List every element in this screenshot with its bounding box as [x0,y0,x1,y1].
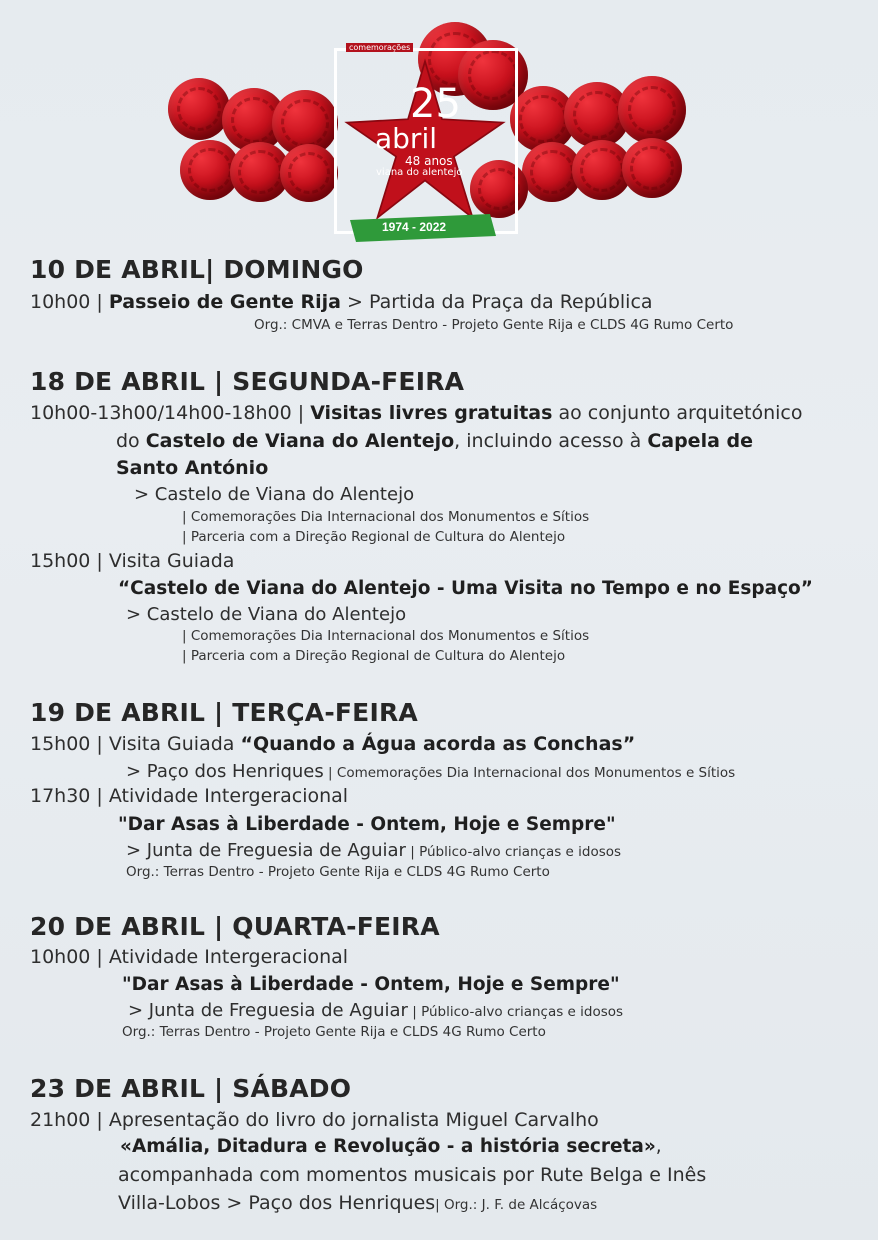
event-note: | Comemorações Dia Internacional dos Monumentos e Sítios [323,765,736,781]
event-text: ao conjunto arquitetónico [552,402,803,424]
years-range: 1974 - 2022 [382,220,447,234]
event-line: 10h00 | Atividade Intergeracional [30,946,349,968]
event-line [128,1000,623,1021]
book-title: «Amália, Ditadura e Revolução - a história secreta» [120,1136,656,1157]
event-title: "Dar Asas à Liberdade - Ontem, Hoje e Sempre" [118,814,616,835]
event-line: 21h00 | Apresentação do livro do jornalista Miguel Carvalho [30,1109,599,1131]
event-line [30,733,635,755]
carnation-flower [622,138,682,198]
event-note: | Comemorações Dia Internacional dos Monumentos e Sítios [182,628,590,644]
event-line [126,840,621,861]
event-line: acompanhada com momentos musicais por Rute Belga e Inês [118,1164,707,1186]
event-line: 15h00 | Visita Guiada [30,550,235,572]
event-time: 10h00 | [30,291,109,313]
event-time: 15h00 | Visita Guiada [30,733,241,755]
header-banner [160,10,700,255]
event-line [116,430,753,452]
carnation-flower [618,76,686,144]
event-location: Villa-Lobos > Paço dos Henriques [118,1192,436,1214]
event-line: 17h30 | Atividade Intergeracional [30,785,349,807]
event-location: > Castelo de Viana do Alentejo [134,484,415,505]
event-text: , incluindo acesso à [454,430,648,452]
event-line [118,1192,597,1214]
event-note: | Comemorações Dia Internacional dos Monumentos e Sítios [182,509,590,525]
carnation-flower [168,78,230,140]
event-location: > Castelo de Viana do Alentejo [126,604,407,625]
event-text: , [655,1136,662,1157]
event-line [30,291,653,313]
event-note: | Parceria com a Direção Regional de Cultura do Alentejo [182,529,566,545]
event-title: "Dar Asas à Liberdade - Ontem, Hoje e Sempre" [122,974,620,995]
month-label: abril [375,122,438,155]
event-location: > Junta de Freguesia de Aguiar [126,840,406,861]
event-location: > Partida da Praça da República [340,291,653,313]
organizer-note: Org.: Terras Dentro - Projeto Gente Rija e CLDS 4G Rumo Certo [126,864,550,880]
organizer-note: Org.: CMVA e Terras Dentro - Projeto Gente Rija e CLDS 4G Rumo Certo [254,317,734,333]
event-title: “Quando a Água acorda as Conchas” [240,733,636,755]
event-line [120,1136,662,1157]
day-heading: 20 DE ABRIL | QUARTA-FEIRA [30,912,440,941]
day-heading: 19 DE ABRIL | TERÇA-FEIRA [30,698,418,727]
day-heading: 23 DE ABRIL | SÁBADO [30,1074,352,1103]
event-title: Visitas livres gratuitas [310,402,553,424]
event-location: > Paço dos Henriques [126,761,324,782]
comemoracoes-label: comemorações [346,43,413,52]
place-label: viana do alentejo [376,167,463,178]
event-line [30,402,802,424]
day-heading: 10 DE ABRIL| DOMINGO [30,255,364,284]
day-heading: 18 DE ABRIL | SEGUNDA-FEIRA [30,367,465,396]
event-time: 10h00-13h00/14h00-18h00 | [30,402,311,424]
carnation-flower [280,144,338,202]
event-place-bold: Capela de [647,430,753,452]
event-text: do [116,430,146,452]
organizer-note: Org.: Terras Dentro - Projeto Gente Rija e CLDS 4G Rumo Certo [122,1024,546,1040]
event-place-bold: Santo António [116,457,269,479]
event-note: | Público-alvo crianças e idosos [407,1004,624,1020]
years-count: 48 anos [405,154,453,168]
event-title: Passeio de Gente Rija [108,291,341,313]
event-title: “Castelo de Viana do Alentejo - Uma Visita no Tempo e no Espaço” [118,578,813,599]
event-location: > Junta de Freguesia de Aguiar [128,1000,408,1021]
event-note: | Parceria com a Direção Regional de Cultura do Alentejo [182,648,566,664]
anniversary-number: 25 [410,81,461,127]
organizer-note: | Org.: J. F. de Alcáçovas [435,1197,598,1213]
event-note: | Público-alvo crianças e idosos [405,844,622,860]
event-line [126,761,735,782]
event-place-bold: Castelo de Viana do Alentejo [145,430,455,452]
